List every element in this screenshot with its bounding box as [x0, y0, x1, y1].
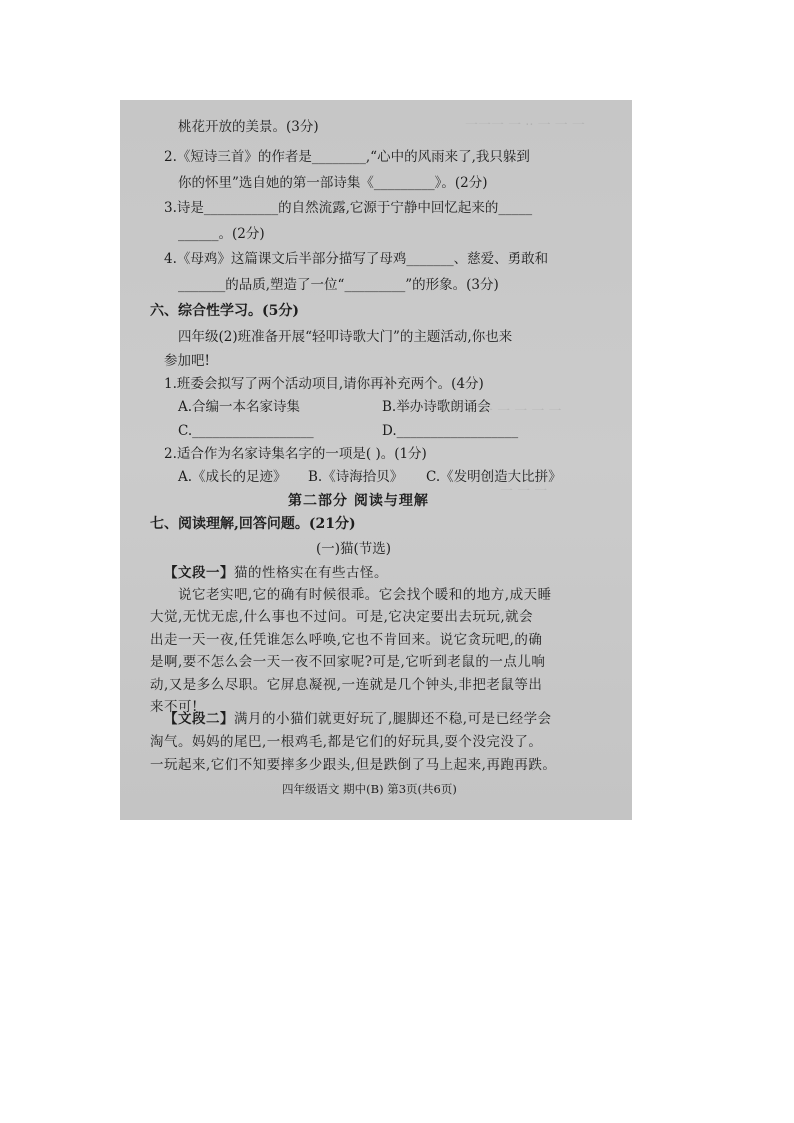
question-line: _______的品质,塑造了一位“_________”的形象。(3分)	[178, 277, 499, 293]
passage-line: 来不可!	[150, 699, 198, 715]
question-line: 2.《短诗三首》的作者是________,“心中的风雨来了,我只躲到	[164, 149, 530, 165]
option-b: B.《诗海拾贝》	[308, 469, 404, 485]
passage-line: 说它老实吧,它的确有时候很乖。它会找个暖和的地方,成天睡	[178, 587, 552, 603]
passage-line: 出走一天一夜,任凭谁怎么呼唤,它也不肯回来。说它贪玩吧,的确	[150, 632, 543, 648]
activity-intro: 四年级(2)班准备开展“轻叩诗歌大门”的主题活动,你也来	[178, 329, 513, 345]
activity-intro: 参加吧!	[164, 353, 210, 369]
passage-line: 淘气。妈妈的尾巴,一根鸡毛,都是它们的好玩具,耍个没完没了。	[150, 734, 543, 750]
section-heading: 七、阅读理解,回答问题。(21分)	[150, 516, 356, 532]
part-heading: 第二部分 阅读与理解	[288, 493, 429, 509]
question-line: 桃花开放的美景。(3分)	[178, 119, 319, 135]
question-line: 4.《母鸡》这篇课文后半部分描写了母鸡_______、慈爱、勇敢和	[164, 251, 549, 267]
section-heading: 六、综合性学习。(5分)	[150, 303, 299, 319]
page-footer: 四年级语文 期中(B) 第3页(共6页)	[282, 782, 457, 796]
bleed-through-text: 一 一 一	[500, 484, 548, 499]
question-line: ______。(2分)	[178, 226, 265, 242]
passage-line: 动,又是多么尽职。它屏息凝视,一连就是几个钟头,非把老鼠等出	[150, 677, 543, 693]
option-a: A.合编一本名家诗集	[178, 399, 301, 415]
passage-line	[164, 564, 388, 582]
question-line: 1.班委会拟写了两个活动项目,请你再补充两个。(4分)	[164, 376, 484, 392]
bleed-through-text: 一 一 一 一 一	[480, 404, 562, 419]
passage-text: 猫的性格实在有些古怪。	[234, 565, 388, 581]
option-c: C.《发明创造大比拼》	[426, 469, 562, 485]
passage-line: 大觉,无忧无虑,什么事也不过问。可是,它决定要出去玩玩,就会	[150, 609, 534, 625]
passage-text: 满月的小猫们就更好玩了,腿脚还不稳,可是已经学会	[234, 711, 552, 727]
exam-page-photo	[120, 100, 632, 820]
passage-tag: 【文段二】	[164, 711, 234, 727]
passage-tag: 【文段一】	[164, 565, 234, 581]
option-c-blank: C.__________________	[178, 423, 314, 439]
passage-line: 是啊,要不怎么会一天一夜不回家呢?可是,它听到老鼠的一点儿响	[150, 654, 546, 670]
question-line: 2.适合作为名家诗集名字的一项是( )。(1分)	[164, 446, 427, 462]
option-a: A.《成长的足迹》	[178, 469, 287, 485]
bleed-through-text: 一一一 一 ·· 一 一 一	[465, 118, 585, 133]
passage-title: (一)猫(节选)	[316, 541, 392, 557]
passage-line: 一玩起来,它们不知要摔多少跟头,但是跌倒了马上起来,再跑再跌。	[150, 757, 557, 773]
question-line: 3.诗是___________的自然流露,它源于宁静中回忆起来的_____	[164, 200, 533, 216]
passage-line	[164, 710, 552, 728]
option-b: B.举办诗歌朗诵会	[382, 399, 491, 415]
question-line: 你的怀里”选自她的第一部诗集《_________》。(2分)	[178, 175, 488, 191]
option-d-blank: D.__________________	[382, 423, 519, 439]
